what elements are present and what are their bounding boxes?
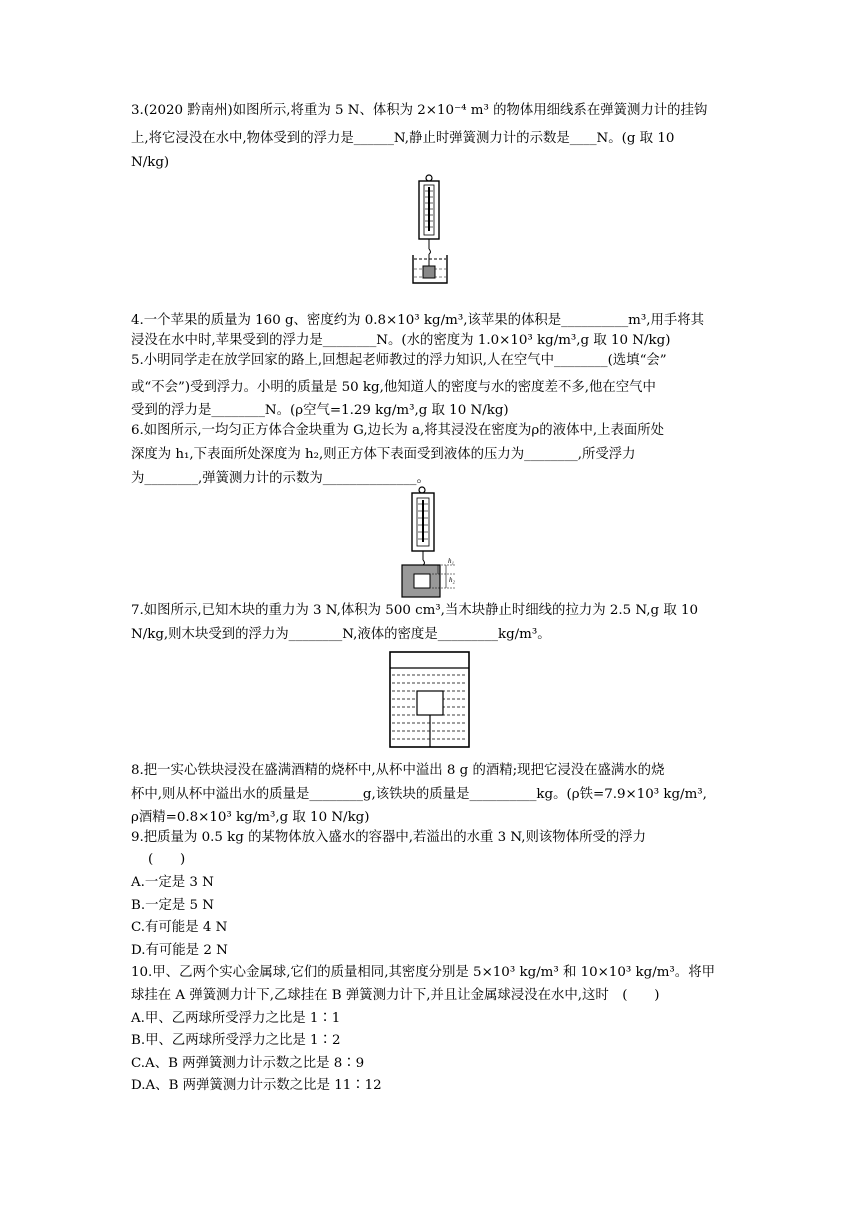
q6-line-1: 6.如图所示,一均匀正方体合金块重为 G,边长为 a,将其浸没在密度为ρ的液体中,上表面所处 xyxy=(131,423,665,438)
q9-line-1: 9.把质量为 0.5 kg 的某物体放入盛水的容器中,若溢出的水重 3 N,则该物体所受的浮力 xyxy=(131,830,647,845)
q9-option-a[interactable]: A.一定是 3 N xyxy=(131,875,214,890)
q10-line-2: 球挂在 A 弹簧测力计下,乙球挂在 B 弹簧测力计下,并且让金属球浸没在水中,这时 ( ) xyxy=(131,988,660,1003)
q9-option-b[interactable]: B.一定是 5 N xyxy=(131,898,215,913)
q8-line-3: ρ酒精=0.8×10³ kg/m³,g 取 10 N/kg) xyxy=(131,810,370,825)
q9-option-d[interactable]: D.有可能是 2 N xyxy=(131,943,228,958)
h2-label: h₂ xyxy=(449,576,455,584)
q3-line-3: N/kg) xyxy=(131,155,170,170)
q3-line-1: 3.(2020 黔南州)如图所示,将重为 5 N、体积为 2×10⁻⁴ m³ 的物体用细线系在弹簧测力计的挂钩 xyxy=(131,103,708,118)
q6-line-2: 深度为 h₁,下表面所处深度为 h₂,则正方体下表面受到液体的压力为________,所受浮力 xyxy=(131,447,636,462)
q5-line-2: 或“不会”)受到浮力。小明的质量是 50 kg,他知道人的密度与水的密度差不多,他在空气中 xyxy=(131,380,656,395)
q8-line-2: 杯中,则从杯中溢出水的质量是________g,该铁块的质量是__________kg。(ρ铁=7.9×10³ kg/m³, xyxy=(131,787,707,802)
q3-line-2: 上,将它浸没在水中,物体受到的浮力是______N,静止时弹簧测力计的示数是____N。(g 取 10 xyxy=(131,131,675,146)
q10-option-b[interactable]: B.甲、乙两球所受浮力之比是 1∶2 xyxy=(131,1033,341,1048)
q5-line-3: 受到的浮力是________N。(ρ空气=1.29 kg/m³,g 取 10 N/kg) xyxy=(131,403,509,418)
q10-line-1: 10.甲、乙两个实心金属球,它们的质量相同,其密度分别是 5×10³ kg/m³ 和 10×10³ kg/m³。将甲 xyxy=(131,965,715,980)
q7-line-2: N/kg,则木块受到的浮力为________N,液体的密度是_________kg/m³。 xyxy=(131,627,551,642)
q5-line-1: 5.小明同学走在放学回家的路上,回想起老师教过的浮力知识,人在空气中________(选填“会” xyxy=(131,353,667,368)
q3-spring-scale-figure xyxy=(405,173,455,285)
q10-option-a[interactable]: A.甲、乙两球所受浮力之比是 1∶1 xyxy=(131,1011,341,1026)
q7-line-1: 7.如图所示,已知木块的重力为 3 N,体积为 500 cm³,当木块静止时细线的拉力为 2.5 N,g 取 10 xyxy=(131,603,699,618)
q8-line-1: 8.把一实心铁块浸没在盛满酒精的烧杯中,从杯中溢出 8 g 的酒精;现把它浸没在盛满水的烧 xyxy=(131,763,665,778)
h1-label: h₁ xyxy=(448,557,454,565)
q6-cube-figure xyxy=(400,486,462,598)
q9-option-c[interactable]: C.有可能是 4 N xyxy=(131,920,228,935)
q4-line-2: 浸没在水中时,苹果受到的浮力是________N。(水的密度为 1.0×10³ kg/m³,g 取 10 N/kg) xyxy=(131,333,671,348)
q10-option-d[interactable]: D.A、B 两弹簧测力计示数之比是 11∶12 xyxy=(131,1078,382,1093)
q10-option-c[interactable]: C.A、B 两弹簧测力计示数之比是 8∶9 xyxy=(131,1056,365,1071)
q7-wood-block-figure xyxy=(389,651,471,749)
q4-line-1: 4.一个苹果的质量为 160 g、密度约为 0.8×10³ kg/m³,该苹果的体积是__________m³,用手将其 xyxy=(131,313,705,328)
q6-line-3: 为________,弹簧测力计的示数为______________。 xyxy=(131,471,430,486)
q9-line-2: ( ) xyxy=(131,852,186,867)
